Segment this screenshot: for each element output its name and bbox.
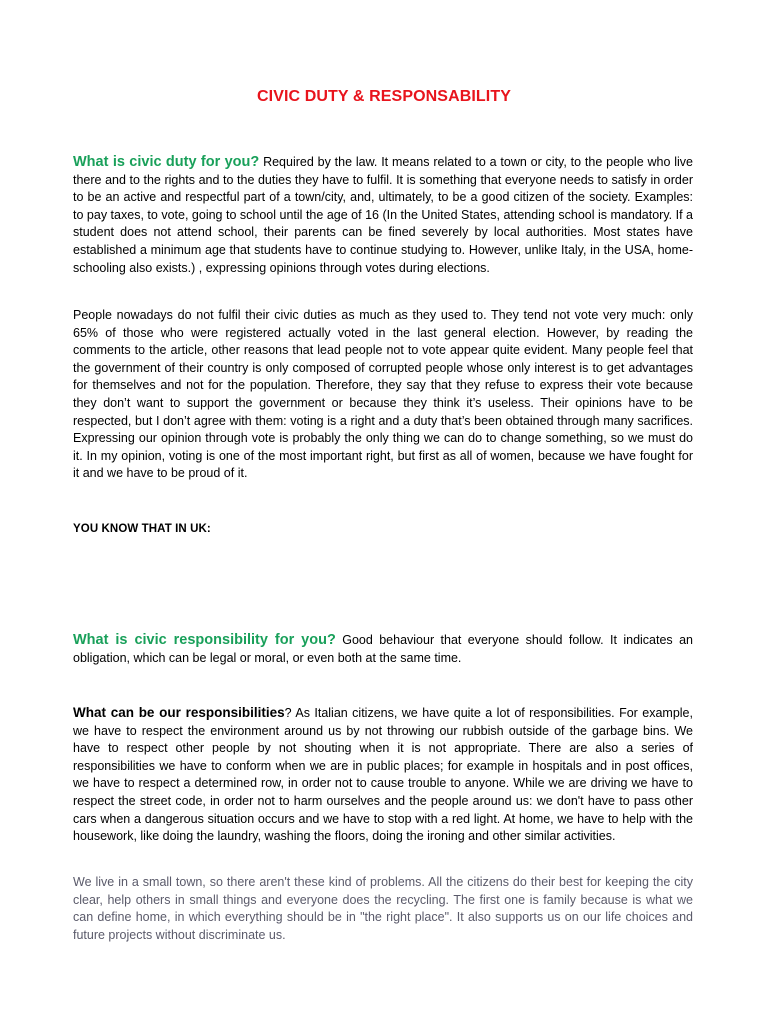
civic-duty-paragraph [73,154,693,277]
uk-heading: YOU KNOW THAT IN UK: [73,523,211,535]
page-title: CIVIC DUTY & RESPONSABILITY [257,88,511,105]
our-responsibilities-question: What can be our responsibilities [73,705,285,720]
civic-responsibility-question: What is civic responsibility for you? [73,632,336,648]
our-responsibilities-paragraph [73,704,693,846]
civic-duty-answer: Required by the law. It means related to a town or city, to the people who live there and to the rights and to the duties they have to fulfil. It is something that everyone needs to satisfy in order to be an active and respectful part of a town/city, and, ultimately, to be a good citizen of the society. Examples: to pay taxes, to vote, going to school until the age of 16 (In the United States, attending school is mandatory. If a student does not attend school, their parents can be fined severely by local authorities. Most states have established a minimum age that students have to continue studying to. However, unlike Italy, in the USA, home-schooling also exists.) , expressing opinions through votes during elections. [73,155,693,275]
civic-responsibility-paragraph [73,632,693,667]
our-responsibilities-answer: ? As Italian citizens, we have quite a lot of responsibilities. For example, we have to respect the environment around us by not throwing our rubbish outside of the garbage bins. We have to respect other people by not shouting when it is not appropriate. There are also a series of responsibilities we have to conform when we are in public places; for example in hospitals and in post offices, we have to respect a determined row, in order not to cause trouble to anyone. While we are driving we have to respect the street code, in order not to harm ourselves and the people around us: we don't have to pass other cars when a dangerous situation occurs and we have to stop with a red light. At home, we have to help with the housework, like doing the laundry, washing the floors, doing the ironing and other similar activities. [73,706,693,844]
small-town-paragraph: We live in a small town, so there aren't these kind of problems. All the citizens do their best for keeping the city clear, help others in small things and everyone does the recycling. The first one is family because is what we can define home, in which everything should be in "the right place". It also supports us on our life choices and future projects without discriminate us. [73,875,693,942]
civic-duty-question: What is civic duty for you? [73,154,260,170]
civic-responsibility-answer: Good behaviour that everyone should follow. It indicates an obligation, which can be legal or moral, or even both at the same time. [73,633,693,665]
voting-paragraph: People nowadays do not fulfil their civic duties as much as they used to. They tend not vote very much: only 65% of those who were registered actually voted in the last general election. However, by reading the comments to the article, other reasons that lead people not to vote appear quite evident. Many people feel that the government of their country is only composed of corrupted people whose only interest is to get advantages for themselves and not for the population. Therefore, they say that they refuse to express their vote because they don’t want to support the government or because they think it’s useless. Their opinions have to be respected, but I don’t agree with them: voting is a right and a duty that’s been obtained through many sacrifices. Expressing our opinion through vote is probably the only thing we can do to change something, so we must do it. In my opinion, voting is one of the most important right, but first as all of women, because we have fought for it and we have to be proud of it. [73,308,693,481]
